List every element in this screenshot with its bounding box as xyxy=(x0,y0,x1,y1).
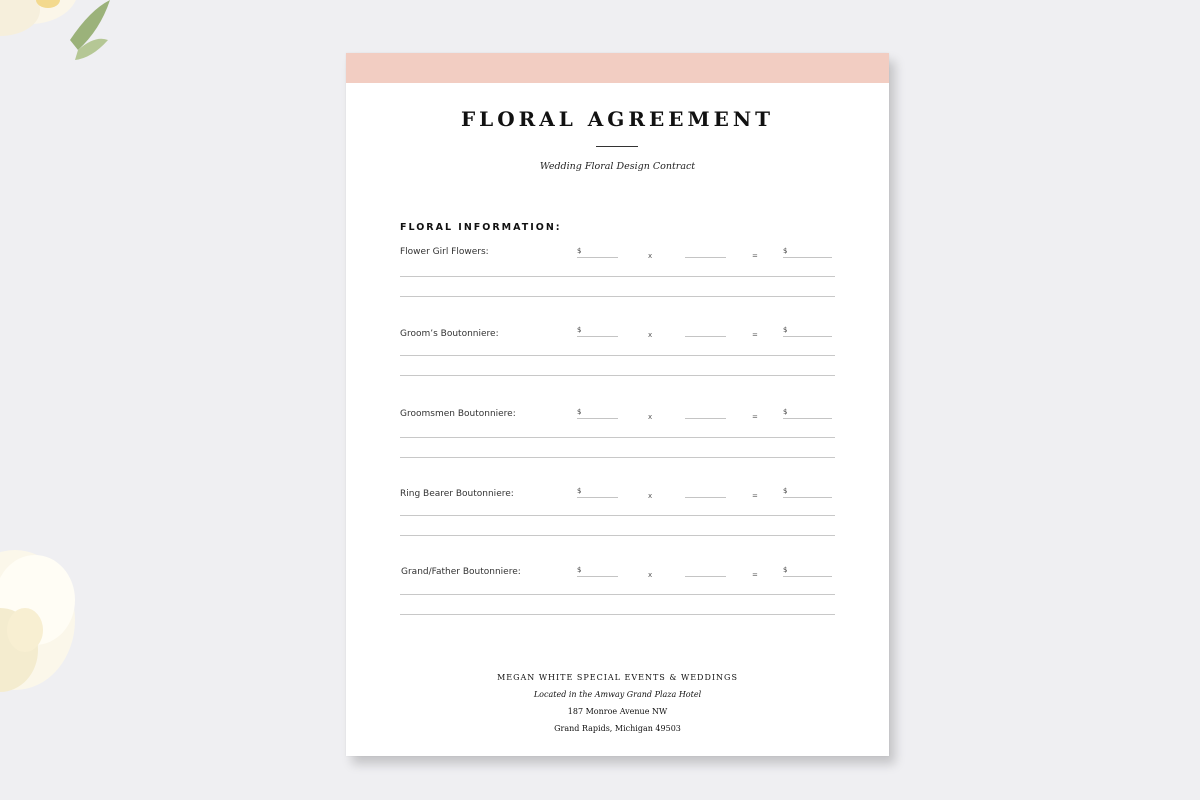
footer-company: MEGAN WHITE SPECIAL EVENTS & WEDDINGS xyxy=(497,673,738,682)
times-symbol: x xyxy=(648,252,653,260)
notes-line[interactable] xyxy=(400,594,835,595)
notes-line[interactable] xyxy=(400,355,835,356)
price-currency-symbol: $ xyxy=(577,566,582,574)
item-label: Groomsmen Boutonniere: xyxy=(400,409,516,419)
title-divider xyxy=(596,146,638,147)
top-color-band xyxy=(346,53,889,83)
times-symbol: x xyxy=(648,571,653,579)
quantity-field[interactable] xyxy=(685,497,726,498)
agreement-sheet xyxy=(346,53,889,756)
equals-symbol: = xyxy=(752,492,758,500)
times-symbol: x xyxy=(648,492,653,500)
price-currency-symbol: $ xyxy=(577,487,582,495)
equals-symbol: = xyxy=(752,331,758,339)
total-field[interactable] xyxy=(783,576,832,577)
footer-street: 187 Monroe Avenue NW xyxy=(567,707,668,716)
notes-line[interactable] xyxy=(400,296,835,297)
item-label: Grand/Father Boutonniere: xyxy=(401,567,521,577)
item-label: Groom’s Boutonniere: xyxy=(400,329,499,339)
floral-item-row xyxy=(400,487,836,551)
footer-location: Located in the Amway Grand Plaza Hotel xyxy=(533,690,702,699)
flower-decoration-left xyxy=(0,540,90,720)
total-currency-symbol: $ xyxy=(783,326,788,334)
notes-line[interactable] xyxy=(400,437,835,438)
notes-line[interactable] xyxy=(400,614,835,615)
quantity-field[interactable] xyxy=(685,418,726,419)
document-subtitle: Wedding Floral Design Contract xyxy=(539,161,696,172)
unit-price-field[interactable] xyxy=(577,576,618,577)
price-currency-symbol: $ xyxy=(577,326,582,334)
notes-line[interactable] xyxy=(400,375,835,376)
notes-line[interactable] xyxy=(400,276,835,277)
unit-price-field[interactable] xyxy=(577,257,618,258)
total-currency-symbol: $ xyxy=(783,487,788,495)
total-field[interactable] xyxy=(783,257,832,258)
total-field[interactable] xyxy=(783,336,832,337)
section-heading: FLORAL INFORMATION: xyxy=(400,222,562,233)
equals-symbol: = xyxy=(752,571,758,579)
notes-line[interactable] xyxy=(400,457,835,458)
unit-price-field[interactable] xyxy=(577,336,618,337)
quantity-field[interactable] xyxy=(685,336,726,337)
notes-line[interactable] xyxy=(400,535,835,536)
total-field[interactable] xyxy=(783,418,832,419)
floral-item-row xyxy=(400,326,836,390)
total-currency-symbol: $ xyxy=(783,408,788,416)
times-symbol: x xyxy=(648,331,653,339)
floral-item-row xyxy=(400,566,836,630)
item-label: Ring Bearer Boutonniere: xyxy=(400,489,514,499)
price-currency-symbol: $ xyxy=(577,247,582,255)
total-field[interactable] xyxy=(783,497,832,498)
footer-city: Grand Rapids, Michigan 49503 xyxy=(554,724,681,733)
floral-item-row xyxy=(400,408,836,472)
quantity-field[interactable] xyxy=(685,257,726,258)
unit-price-field[interactable] xyxy=(577,418,618,419)
times-symbol: x xyxy=(648,413,653,421)
document-title: FLORAL AGREEMENT xyxy=(460,107,775,131)
equals-symbol: = xyxy=(752,252,758,260)
total-currency-symbol: $ xyxy=(783,247,788,255)
notes-line[interactable] xyxy=(400,515,835,516)
quantity-field[interactable] xyxy=(685,576,726,577)
flower-decoration-top xyxy=(0,0,120,70)
floral-item-row xyxy=(400,247,836,311)
equals-symbol: = xyxy=(752,413,758,421)
price-currency-symbol: $ xyxy=(577,408,582,416)
unit-price-field[interactable] xyxy=(577,497,618,498)
total-currency-symbol: $ xyxy=(783,566,788,574)
item-label: Flower Girl Flowers: xyxy=(400,247,489,257)
